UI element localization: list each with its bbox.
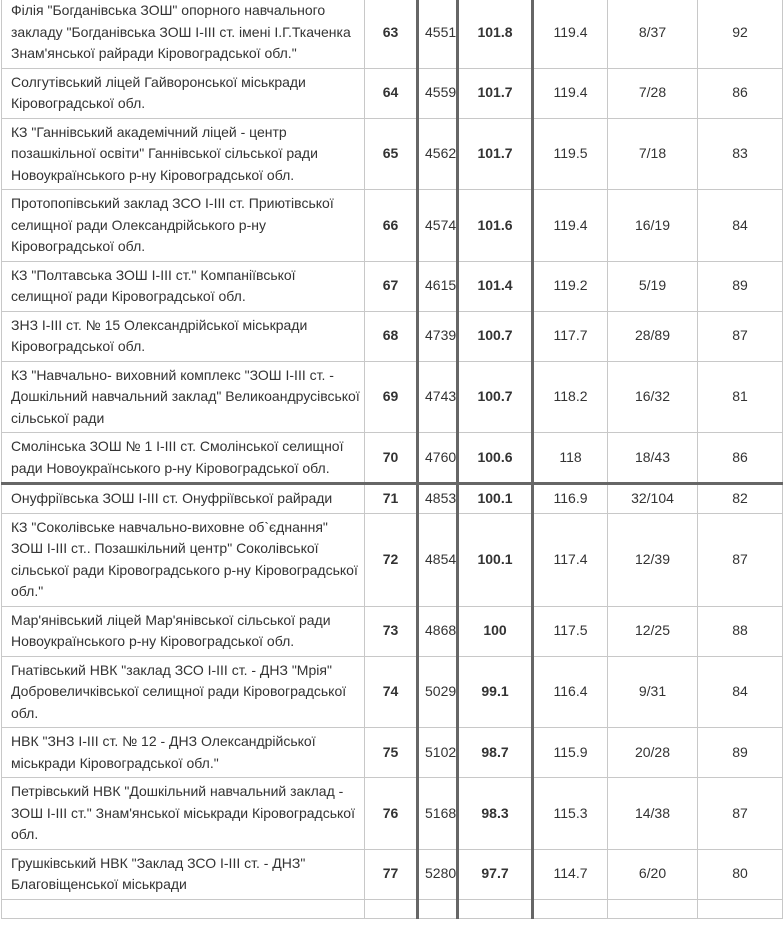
rank-cell: 68 — [365, 311, 418, 361]
table-row — [2, 656, 783, 728]
percent-cell: 81 — [698, 361, 783, 433]
score-cell: 98.7 — [458, 728, 533, 778]
school-name-cell: НВК "ЗНЗ І-ІІІ ст. № 12 - ДНЗ Олександрійської міськради Кіровоградської обл." — [2, 728, 365, 778]
score-cell: 97.7 — [458, 849, 533, 899]
table-body — [2, 0, 783, 918]
average-cell: 119.4 — [533, 68, 608, 118]
ratio-cell: 7/28 — [608, 68, 698, 118]
average-cell: 117.7 — [533, 311, 608, 361]
code-cell: 4559 — [418, 68, 458, 118]
average-cell: 118 — [533, 433, 608, 484]
school-name-cell: КЗ "Соколівське навчально-виховне об`єднання" ЗОШ І-ІІІ ст.. Позашкільний центр" Соколівської сільської ради Кіровоградського р-ну Кіровоградської обл." — [2, 513, 365, 606]
rank-cell: 74 — [365, 656, 418, 728]
table-row — [2, 311, 783, 361]
percent-cell: 87 — [698, 778, 783, 850]
average-cell: 115.9 — [533, 728, 608, 778]
ratio-cell: 5/19 — [608, 261, 698, 311]
ratio-cell: 12/25 — [608, 606, 698, 656]
score-cell: 100 — [458, 606, 533, 656]
table-row — [2, 513, 783, 606]
percent-cell: 83 — [698, 118, 783, 190]
score-cell: 99.1 — [458, 656, 533, 728]
code-cell: 4739 — [418, 311, 458, 361]
rank-cell: 66 — [365, 190, 418, 262]
table-row — [2, 190, 783, 262]
percent-cell: 86 — [698, 433, 783, 484]
code-cell: 4743 — [418, 361, 458, 433]
average-cell: 117.5 — [533, 606, 608, 656]
score-cell: 101.6 — [458, 190, 533, 262]
school-name-cell: КЗ "Навчально- виховний комплекс "ЗОШ І-ІІІ ст. - Дошкільний навчальний заклад" Великоандрусівської сільської ради — [2, 361, 365, 433]
ratio-cell: 12/39 — [608, 513, 698, 606]
school-name-cell: ЗНЗ І-ІІІ ст. № 15 Олександрійської міськради Кіровоградської обл. — [2, 311, 365, 361]
percent-cell: 80 — [698, 849, 783, 899]
school-name-cell: КЗ "Ганнівський академічний ліцей - центр позашкільної освіти" Ганнівської сільської ради Новоукраїнського р-ну Кіровоградської обл. — [2, 118, 365, 190]
average-cell: 119.4 — [533, 0, 608, 68]
percent-cell: 82 — [698, 484, 783, 514]
code-cell: 4615 — [418, 261, 458, 311]
rank-cell: 70 — [365, 433, 418, 484]
average-cell: 115.3 — [533, 778, 608, 850]
percent-cell: 92 — [698, 0, 783, 68]
percent-cell: 88 — [698, 606, 783, 656]
ratio-cell: 32/104 — [608, 484, 698, 514]
rank-cell: 64 — [365, 68, 418, 118]
table-row — [2, 68, 783, 118]
school-name-cell: Смолінська ЗОШ № 1 І-ІІІ ст. Смолінської селищної ради Новоукраїнського р-ну Кіровоградської обл. — [2, 433, 365, 484]
code-cell: 5168 — [418, 778, 458, 850]
code-cell: 4551 — [418, 0, 458, 68]
ratio-cell: 20/28 — [608, 728, 698, 778]
percent-cell: 86 — [698, 68, 783, 118]
school-name-cell: Філія "Богданівська ЗОШ" опорного навчального закладу "Богданівська ЗОШ І-ІІІ ст. імені І.Г.Ткаченка Знам'янської райради Кіровоградської обл." — [2, 0, 365, 68]
ratio-cell: 6/20 — [608, 849, 698, 899]
rank-cell: 72 — [365, 513, 418, 606]
average-cell: 119.2 — [533, 261, 608, 311]
average-cell: 114.7 — [533, 849, 608, 899]
table-row — [2, 261, 783, 311]
school-name-cell: Онуфріївська ЗОШ І-ІІІ ст. Онуфріївської райради — [2, 484, 365, 514]
code-cell: 5102 — [418, 728, 458, 778]
percent-cell: 84 — [698, 656, 783, 728]
ratio-cell: 18/43 — [608, 433, 698, 484]
ratio-cell: 7/18 — [608, 118, 698, 190]
rank-cell: 73 — [365, 606, 418, 656]
school-name-cell: Гнатівський НВК "заклад ЗСО І-ІІІ ст. - ДНЗ "Мрія" Добровеличківської селищної ради Кіровоградської обл. — [2, 656, 365, 728]
table-row — [2, 433, 783, 484]
ranking-table — [1, 0, 783, 919]
rank-cell: 75 — [365, 728, 418, 778]
rank-cell: 69 — [365, 361, 418, 433]
code-cell: 5280 — [418, 849, 458, 899]
code-cell: 4574 — [418, 190, 458, 262]
ratio-cell: 9/31 — [608, 656, 698, 728]
table-row-partial — [2, 899, 783, 918]
school-name-cell: Солгутівський ліцей Гайворонської міськради Кіровоградської обл. — [2, 68, 365, 118]
ratio-cell: 14/38 — [608, 778, 698, 850]
score-cell: 100.6 — [458, 433, 533, 484]
code-cell: 4760 — [418, 433, 458, 484]
percent-cell: 87 — [698, 513, 783, 606]
ratio-cell: 28/89 — [608, 311, 698, 361]
average-cell: 116.4 — [533, 656, 608, 728]
ratio-cell: 16/32 — [608, 361, 698, 433]
rank-cell: 65 — [365, 118, 418, 190]
average-cell: 116.9 — [533, 484, 608, 514]
score-cell: 101.7 — [458, 118, 533, 190]
school-name-cell: Мар'янівський ліцей Мар'янівської сільської ради Новоукраїнського р-ну Кіровоградської обл. — [2, 606, 365, 656]
table-row — [2, 606, 783, 656]
code-cell: 4854 — [418, 513, 458, 606]
code-cell: 5029 — [418, 656, 458, 728]
average-cell: 118.2 — [533, 361, 608, 433]
ratio-cell: 16/19 — [608, 190, 698, 262]
table-row — [2, 118, 783, 190]
score-cell: 100.7 — [458, 311, 533, 361]
code-cell: 4868 — [418, 606, 458, 656]
score-cell: 101.4 — [458, 261, 533, 311]
code-cell: 4853 — [418, 484, 458, 514]
rank-cell: 63 — [365, 0, 418, 68]
table-row — [2, 778, 783, 850]
percent-cell: 89 — [698, 261, 783, 311]
score-cell: 101.7 — [458, 68, 533, 118]
table-row — [2, 0, 783, 68]
school-name-cell: Петрівський НВК "Дошкільний навчальний заклад - ЗОШ І-ІІІ ст." Знам'янської міськради Кіровоградської обл. — [2, 778, 365, 850]
percent-cell: 89 — [698, 728, 783, 778]
table-row — [2, 361, 783, 433]
school-name-cell: Грушківський НВК "Заклад ЗСО І-ІІІ ст. - ДНЗ" Благовіщенської міськради — [2, 849, 365, 899]
rank-cell: 71 — [365, 484, 418, 514]
table-row — [2, 484, 783, 514]
average-cell: 119.4 — [533, 190, 608, 262]
rank-cell: 77 — [365, 849, 418, 899]
table-row — [2, 849, 783, 899]
score-cell: 100.1 — [458, 513, 533, 606]
rank-cell: 76 — [365, 778, 418, 850]
average-cell: 119.5 — [533, 118, 608, 190]
code-cell: 4562 — [418, 118, 458, 190]
table-row — [2, 728, 783, 778]
ratio-cell: 8/37 — [608, 0, 698, 68]
score-cell: 98.3 — [458, 778, 533, 850]
school-name-cell: Протопопівський заклад ЗСО І-ІІІ ст. Приютівської селищної ради Олександрійського р-ну Кіровоградської обл. — [2, 190, 365, 262]
score-cell: 100.1 — [458, 484, 533, 514]
rank-cell: 67 — [365, 261, 418, 311]
score-cell: 101.8 — [458, 0, 533, 68]
percent-cell: 84 — [698, 190, 783, 262]
school-name-cell: КЗ "Полтавська ЗОШ І-ІІІ ст." Компаніївської селищної ради Кіровоградської обл. — [2, 261, 365, 311]
average-cell: 117.4 — [533, 513, 608, 606]
percent-cell: 87 — [698, 311, 783, 361]
score-cell: 100.7 — [458, 361, 533, 433]
